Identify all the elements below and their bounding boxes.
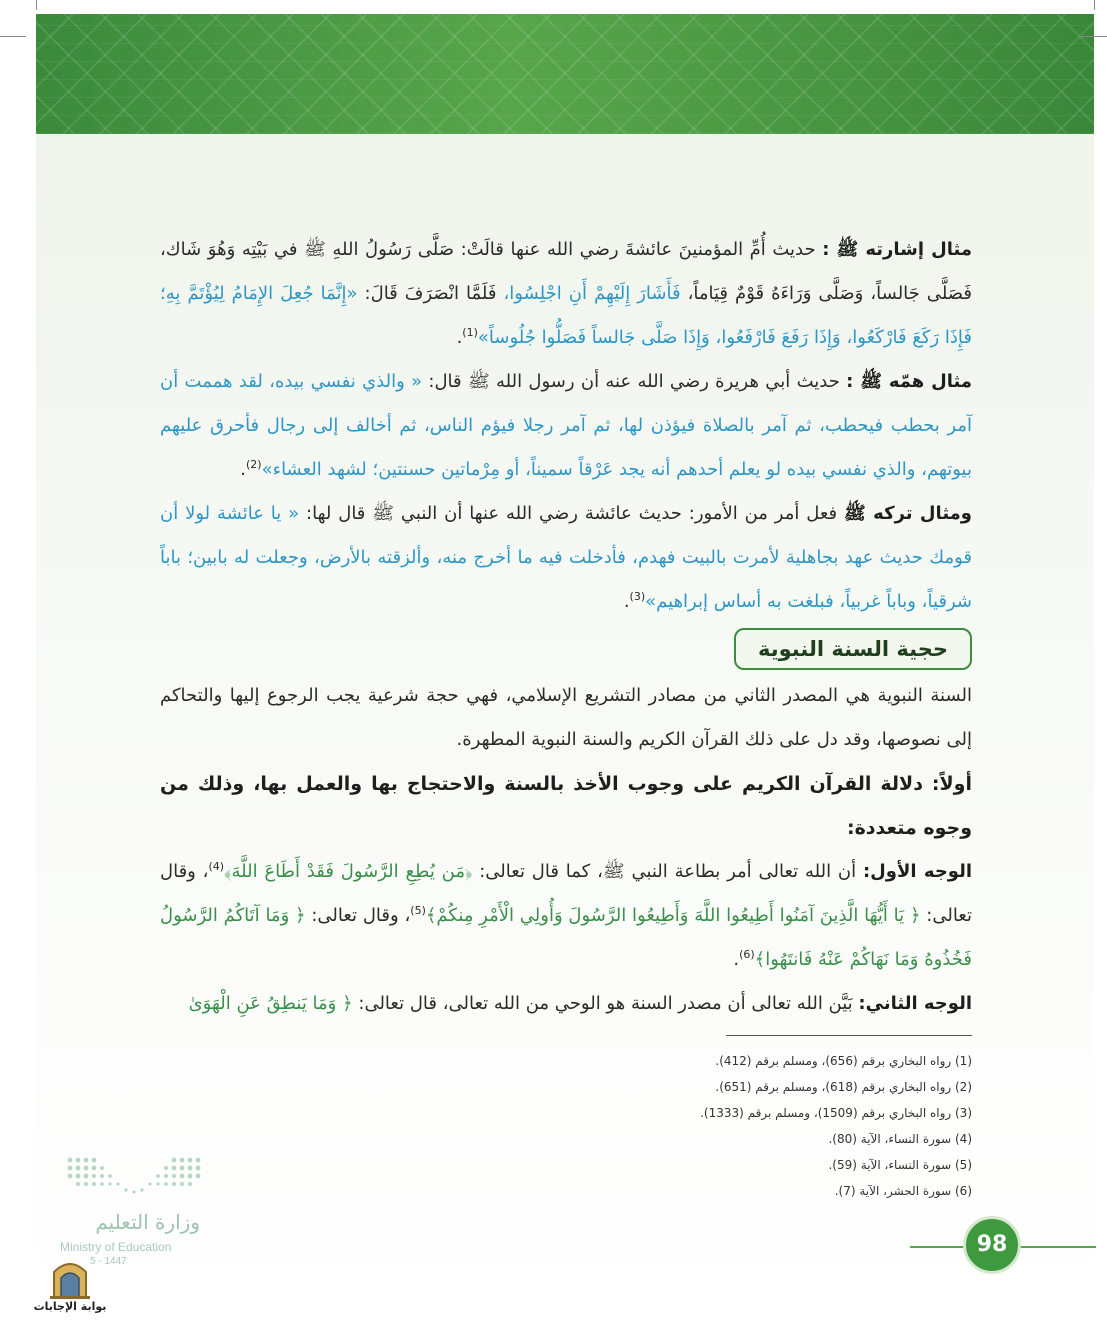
footnotes bbox=[600, 1048, 972, 1204]
examples-section bbox=[160, 228, 972, 624]
text-segment: . bbox=[456, 327, 463, 348]
text-segment: بَيَّن الله تعالى أن مصدر السنة هو الوحي من الله تعالى، قال تعالى: bbox=[352, 993, 859, 1014]
main-content bbox=[160, 228, 972, 1026]
example-paragraph bbox=[160, 228, 972, 360]
text-segment: . bbox=[733, 949, 740, 970]
footnote-ref: (2) bbox=[246, 458, 262, 471]
text-segment: ، وقال تعالى: bbox=[160, 861, 972, 926]
crop-mark bbox=[0, 36, 26, 37]
ministry-year: 5 - 1447 bbox=[90, 1256, 127, 1267]
quran-verse: ﴿مَن يُطِعِ الرَّسُولَ فَقَدْ أَطَاعَ اللَّهَ﴾ bbox=[224, 861, 473, 882]
text-segment: فَلَمَّا انْصَرَفَ قَالَ: bbox=[357, 283, 504, 304]
page-number-rule bbox=[1018, 1246, 1096, 1248]
text-segment: أن الله تعالى أمر بطاعة النبي ﷺ، كما قال تعالى: bbox=[472, 861, 863, 882]
point-lead: الوجه الأول: bbox=[862, 861, 973, 882]
example-paragraph bbox=[160, 360, 972, 492]
example-lead: ومثال تركه ﷺ bbox=[844, 503, 972, 524]
quran-verse: ﴿ وَمَا يَنطِقُ عَنِ الْهَوَىٰ bbox=[188, 993, 353, 1014]
example-paragraph bbox=[160, 492, 972, 624]
evidence-point bbox=[160, 982, 972, 1026]
decorative-banner bbox=[36, 14, 1094, 134]
crop-mark bbox=[36, 0, 37, 10]
evidence-point bbox=[160, 850, 972, 982]
watermark bbox=[30, 1256, 110, 1320]
footnote-ref: (4) bbox=[208, 860, 225, 873]
crop-mark bbox=[1081, 36, 1107, 37]
footnote-ref: (3) bbox=[629, 590, 646, 603]
point-lead: الوجه الثاني: bbox=[858, 993, 972, 1014]
text-segment: «إِنَّمَا جُعِلَ الإِمَامُ لِيُؤْتَمَّ بِهِ؛ فَإِذَا رَكَعَ فَارْكَعُوا، وَإِذَا رَفَعَ فَارْفَعُوا، وَإِذَا صَلَّى جَالساً فَصَلُّوا جُلُوساً» bbox=[160, 283, 972, 348]
quran-verse: ﴿ وَمَا آتَاكُمُ الرَّسُولُ فَخُذُوهُ وَمَا نَهَاكُمْ عَنْهُ فَانتَهُوا﴾ bbox=[160, 905, 972, 970]
text-segment: حديث أبي هريرة رضي الله عنه أن رسول الله ﷺ قال: bbox=[422, 371, 847, 392]
text-segment: حديث أُمِّ المؤمنينَ عائشةَ رضي الله عنها قالَتْ: صَلَّى رَسُولُ اللهِ ﷺ في بَيْتِه وَهُوَ شَاك، فَصَلَّى جَالساً، وَصَلَّى وَرَاءَهُ قَوْمٌ قِيَاماً، bbox=[160, 239, 972, 304]
ministry-name-arabic: وزارة التعليم bbox=[95, 1210, 200, 1234]
footnote-ref: (6) bbox=[739, 948, 755, 961]
ministry-dots-icon bbox=[64, 1154, 204, 1200]
crop-mark bbox=[1094, 0, 1095, 10]
footnote-separator bbox=[726, 1035, 972, 1036]
footnote: (1) رواه البخاري برقم (656)، ومسلم برقم (412). bbox=[715, 1054, 972, 1068]
heading-first-evidence: أولاً: دلالة القرآن الكريم على وجوب الأخذ بالسنة والاحتجاج بها والعمل بها، وذلك من وجوه متعددة: bbox=[160, 773, 972, 839]
text-segment: فعل أمر من الأمور: حديث عائشة رضي الله عنها أن النبي ﷺ قال لها: bbox=[299, 503, 845, 524]
footnote-ref: (1) bbox=[462, 326, 478, 339]
text-segment: . bbox=[240, 459, 246, 480]
text-segment: فَأَشَارَ إِلَيْهِمْ أَنِ اجْلِسُوا، bbox=[503, 283, 681, 304]
gate-icon bbox=[30, 1256, 110, 1300]
watermark-text: بوابة الإجابات bbox=[33, 1300, 107, 1313]
page-number-rule bbox=[910, 1246, 965, 1248]
text-segment: « يا عائشة لولا أن قومك حديث عهد بجاهلية لأمرت بالبيت فهدم، فأدخلت فيه ما أخرج منه، وألزقته بالأرض، وجعلت له بابين؛ باباً شرقياً، وباباً غربياً، فبلغت به أساس إبراهيم» bbox=[160, 503, 972, 612]
example-lead: مثال همّه ﷺ : bbox=[846, 371, 972, 392]
text-segment: . bbox=[623, 591, 630, 612]
section-title-box bbox=[160, 628, 972, 670]
footnote: (3) رواه البخاري برقم (1509)، ومسلم برقم (1333). bbox=[700, 1106, 972, 1120]
footnote: (5) سورة النساء، الآية (59). bbox=[828, 1158, 972, 1172]
ministry-name-english: Ministry of Education bbox=[60, 1240, 172, 1254]
page-number: 98 bbox=[963, 1216, 1021, 1274]
footnote: (6) سورة الحشر، الآية (7). bbox=[834, 1184, 972, 1198]
example-lead: مثال إشارته ﷺ : bbox=[822, 239, 972, 260]
footnote-ref: (5) bbox=[410, 904, 426, 917]
text-segment: ، وقال تعالى: bbox=[305, 905, 411, 926]
intro-paragraph: السنة النبوية هي المصدر الثاني من مصادر التشريع الإسلامي، فهي حجة شرعية يجب الرجوع إليها والتحاكم إلى نصوصها، وقد دل على ذلك القرآن الكريم والسنة النبوية المطهرة. bbox=[160, 685, 972, 750]
text-segment: « والذي نفسي بيده، لقد هممت أن آمر بحطب فيحطب، ثم آمر بالصلاة فيؤذن لها، ثم آمر رجلا فيؤم الناس، ثم أخالف إلى رجال فأحرق عليهم بيوتهم، والذي نفسي بيده لو يعلم أحدهم أنه يجد عَرْقاً سميناً، أو مِرْماتين حسنتين؛ لشهد العشاء» bbox=[160, 371, 972, 480]
footnote: (2) رواه البخاري برقم (618)، ومسلم برقم (651). bbox=[715, 1080, 972, 1094]
section-title: حجية السنة النبوية bbox=[734, 628, 972, 670]
footnote: (4) سورة النساء، الآية (80). bbox=[828, 1132, 972, 1146]
quran-verse: ﴿ يَا أَيُّهَا الَّذِينَ آمَنُوا أَطِيعُوا اللَّهَ وَأَطِيعُوا الرَّسُولَ وَأُولِي الْأَمْرِ مِنكُمْ﴾ bbox=[425, 905, 921, 926]
evidence-points bbox=[160, 850, 972, 1026]
